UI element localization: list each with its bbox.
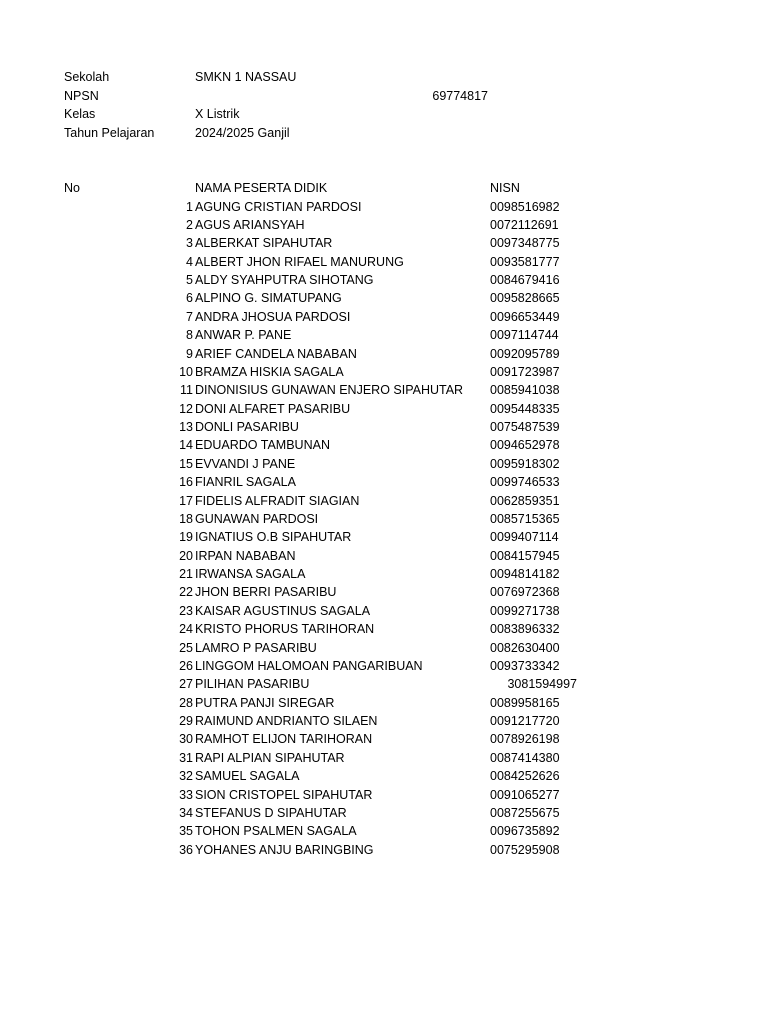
student-nisn: 0099407114: [490, 530, 559, 545]
row-number: 1: [186, 199, 193, 214]
table-row: [0, 253, 768, 271]
row-number: 23: [179, 603, 193, 618]
student-nisn: 0084252626: [490, 769, 560, 784]
row-number: 25: [179, 640, 193, 655]
row-number: 9: [186, 346, 193, 361]
row-number: 24: [179, 622, 193, 637]
student-list: [0, 198, 768, 860]
row-number: 35: [179, 824, 193, 839]
row-number: 14: [179, 438, 193, 453]
student-nisn: 0084679416: [490, 273, 560, 287]
row-number: 3: [186, 236, 193, 251]
student-name: GUNAWAN PARDOSI: [195, 511, 319, 526]
student-name: FIDELIS ALFRADIT SIAGIAN: [195, 493, 360, 508]
student-name: ARIEF CANDELA NABABAN: [195, 346, 357, 361]
table-row: [0, 657, 768, 675]
row-number: 27: [179, 677, 193, 692]
school-label: Sekolah: [64, 70, 110, 84]
row-number: 5: [186, 273, 193, 287]
student-name: RAIMUND ANDRIANTO SILAEN: [195, 714, 378, 728]
student-name: IRWANSA SAGALA: [195, 567, 306, 581]
row-number: 22: [179, 585, 193, 600]
student-name: EDUARDO TAMBUNAN: [195, 438, 330, 453]
table-row: [0, 492, 768, 510]
school-value: SMKN 1 NASSAU: [195, 70, 297, 84]
table-row: [0, 620, 768, 638]
row-number: 2: [186, 217, 193, 232]
student-name: YOHANES ANJU BARINGBING: [195, 842, 374, 857]
student-nisn: 0085941038: [490, 383, 560, 398]
student-name: TOHON PSALMEN SAGALA: [195, 824, 357, 839]
student-name: ANWAR P. PANE: [195, 328, 292, 343]
class-row: [0, 105, 768, 124]
npsn-label: NPSN: [64, 88, 99, 103]
student-nisn: 0098516982: [490, 199, 560, 214]
student-nisn: 0089958165: [490, 695, 560, 710]
student-nisn: 3081594997: [507, 677, 577, 692]
student-name: KRISTO PHORUS TARIHORAN: [195, 622, 375, 637]
row-number: 33: [179, 787, 193, 802]
row-number: 20: [179, 548, 193, 563]
npsn-value: 69774817: [432, 88, 488, 103]
table-row: [0, 234, 768, 252]
school-row: [0, 68, 768, 87]
student-nisn: 0095828665: [490, 291, 560, 306]
table-row: [0, 675, 768, 693]
row-number: 4: [186, 254, 193, 269]
student-name: PILIHAN PASARIBU: [195, 677, 310, 692]
table-row: [0, 216, 768, 234]
class-value: X Listrik: [195, 107, 240, 121]
row-number: 34: [179, 805, 193, 820]
column-header-nisn: NISN: [490, 181, 520, 195]
student-nisn: 0093581777: [490, 254, 560, 269]
class-label: Kelas: [64, 107, 96, 121]
student-name: FIANRIL SAGALA: [195, 475, 296, 490]
student-name: EVVANDI J PANE: [195, 456, 296, 471]
table-row: [0, 400, 768, 418]
student-name: AGUNG CRISTIAN PARDOSI: [195, 199, 362, 214]
student-name: STEFANUS D SIPAHUTAR: [195, 805, 347, 820]
table-row: [0, 730, 768, 748]
table-row: [0, 786, 768, 804]
table-row: [0, 767, 768, 785]
student-nisn: 0075295908: [490, 842, 560, 857]
student-name: SAMUEL SAGALA: [195, 769, 300, 784]
table-row: [0, 363, 768, 381]
student-name: ALDY SYAHPUTRA SIHOTANG: [195, 273, 374, 287]
student-nisn: 0096653449: [490, 309, 560, 324]
table-row: [0, 712, 768, 730]
row-number: 36: [179, 842, 193, 857]
student-nisn: 0094814182: [490, 567, 560, 581]
student-name: RAMHOT ELIJON TARIHORAN: [195, 732, 373, 747]
student-name: LAMRO P PASARIBU: [195, 640, 317, 655]
table-row: [0, 271, 768, 289]
row-number: 8: [186, 328, 193, 343]
column-header-name: NAMA PESERTA DIDIK: [195, 181, 328, 195]
row-number: 30: [179, 732, 193, 747]
student-nisn: 0097348775: [490, 236, 560, 251]
table-row: [0, 602, 768, 620]
table-row: [0, 565, 768, 583]
student-nisn: 0062859351: [490, 493, 560, 508]
table-row: [0, 198, 768, 216]
row-number: 31: [179, 750, 193, 765]
student-name: PUTRA PANJI SIREGAR: [195, 695, 335, 710]
table-row: [0, 528, 768, 546]
student-nisn: 0087414380: [490, 750, 560, 765]
table-header: [0, 179, 768, 197]
row-number: 6: [186, 291, 193, 306]
table-row: [0, 639, 768, 657]
student-nisn: 0097114744: [490, 328, 559, 343]
student-name: ALBERT JHON RIFAEL MANURUNG: [195, 254, 404, 269]
student-nisn: 0075487539: [490, 420, 560, 434]
column-header-no: No: [64, 181, 80, 195]
row-number: 17: [179, 493, 193, 508]
student-nisn: 0091723987: [490, 364, 560, 379]
student-name: IGNATIUS O.B SIPAHUTAR: [195, 530, 352, 545]
student-name: SION CRISTOPEL SIPAHUTAR: [195, 787, 373, 802]
row-number: 12: [179, 401, 193, 416]
table-row: [0, 804, 768, 822]
student-nisn: 0087255675: [490, 805, 560, 820]
row-number: 11: [180, 383, 193, 398]
table-row: [0, 289, 768, 307]
student-nisn: 0099746533: [490, 475, 560, 490]
student-nisn: 0095918302: [490, 456, 560, 471]
student-nisn: 0083896332: [490, 622, 560, 637]
academic-year-value: 2024/2025 Ganjil: [195, 125, 290, 140]
student-nisn: 0082630400: [490, 640, 560, 655]
student-name: DINONISIUS GUNAWAN ENJERO SIPAHUTAR: [195, 383, 464, 398]
student-nisn: 0094652978: [490, 438, 560, 453]
row-number: 29: [179, 714, 193, 728]
school-info: [0, 68, 768, 142]
table-row: [0, 822, 768, 840]
row-number: 15: [179, 456, 193, 471]
student-name: DONLI PASARIBU: [195, 420, 299, 434]
student-name: BRAMZA HISKIA SAGALA: [195, 364, 344, 379]
row-number: 28: [179, 695, 193, 710]
student-nisn: 0078926198: [490, 732, 560, 747]
student-nisn: 0085715365: [490, 511, 560, 526]
row-number: 26: [179, 658, 193, 673]
row-number: 16: [179, 475, 193, 490]
student-name: JHON BERRI PASARIBU: [195, 585, 337, 600]
student-nisn: 0095448335: [490, 401, 560, 416]
row-number: 10: [179, 364, 193, 379]
table-row: [0, 436, 768, 454]
row-number: 18: [179, 511, 193, 526]
student-nisn: 0092095789: [490, 346, 560, 361]
npsn-row: [0, 87, 768, 106]
student-nisn: 0099271738: [490, 603, 560, 618]
student-name: IRPAN NABABAN: [195, 548, 296, 563]
table-row: [0, 841, 768, 859]
table-row: [0, 455, 768, 473]
student-name: LINGGOM HALOMOAN PANGARIBUAN: [195, 658, 423, 673]
row-number: 7: [186, 309, 193, 324]
student-name: AGUS ARIANSYAH: [195, 217, 305, 232]
table-row: [0, 510, 768, 528]
student-name: ALPINO G. SIMATUPANG: [195, 291, 342, 306]
student-nisn: 0072112691: [490, 217, 559, 232]
student-nisn: 0096735892: [490, 824, 560, 839]
academic-year-row: [0, 124, 768, 143]
student-name: ANDRA JHOSUA PARDOSI: [195, 309, 351, 324]
student-nisn: 0076972368: [490, 585, 560, 600]
table-row: [0, 583, 768, 601]
student-nisn: 0091217720: [490, 714, 560, 728]
table-row: [0, 473, 768, 491]
row-number: 32: [179, 769, 193, 784]
academic-year-label: Tahun Pelajaran: [64, 125, 155, 140]
student-name: KAISAR AGUSTINUS SAGALA: [195, 603, 371, 618]
row-number: 19: [179, 530, 193, 545]
student-name: DONI ALFARET PASARIBU: [195, 401, 351, 416]
row-number: 13: [179, 420, 193, 434]
student-name: RAPI ALPIAN SIPAHUTAR: [195, 750, 345, 765]
student-nisn: 0091065277: [490, 787, 560, 802]
student-name: ALBERKAT SIPAHUTAR: [195, 236, 333, 251]
table-row: [0, 694, 768, 712]
student-nisn: 0093733342: [490, 658, 560, 673]
table-row: [0, 547, 768, 565]
table-row: [0, 326, 768, 344]
table-row: [0, 308, 768, 326]
table-row: [0, 381, 768, 399]
student-nisn: 0084157945: [490, 548, 560, 563]
table-row: [0, 749, 768, 767]
table-row: [0, 345, 768, 363]
row-number: 21: [179, 567, 193, 581]
table-row: [0, 418, 768, 436]
